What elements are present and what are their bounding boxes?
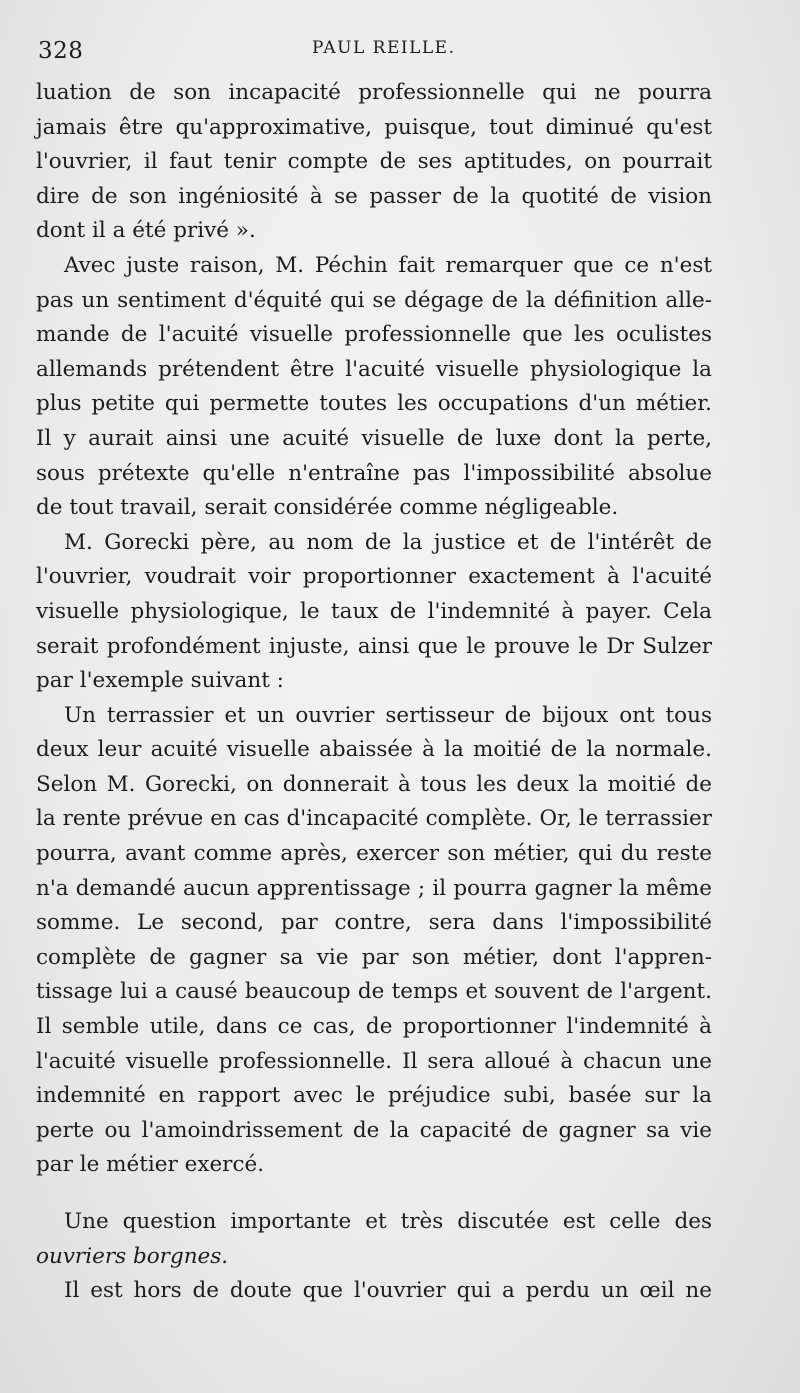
- text-line: la rente prévue en cas d'incapacité complète. Or, le terrassier: [36, 806, 712, 832]
- text-line: l'acuité visuelle professionnelle. Il sera alloué à chacun une: [36, 1048, 712, 1074]
- text-line: Un terrassier et un ouvrier sertisseur de bijoux ont tous: [64, 702, 712, 728]
- text-line: allemands prétendent être l'acuité visuelle physiologique la: [36, 356, 712, 382]
- text-line: deux leur acuité visuelle abaissée à la moitié de la normale.: [36, 737, 712, 763]
- body-text: [36, 76, 712, 1309]
- page-header: [36, 28, 712, 68]
- text-line: l'ouvrier, il faut tenir compte de ses aptitudes, on pourrait: [36, 149, 712, 175]
- text-line: pourra, avant comme après, exercer son métier, qui du reste: [36, 841, 712, 867]
- text-line: mande de l'acuité visuelle professionnelle que les oculistes: [36, 322, 712, 348]
- text-line: M. Gorecki père, au nom de la justice et de l'intérêt de: [64, 529, 712, 555]
- text-line: sous prétexte qu'elle n'entraîne pas l'impossibilité absolue: [36, 460, 712, 486]
- text-line: Une question importante et très discutée est celle des: [64, 1209, 712, 1234]
- text-line: tissage lui a causé beaucoup de temps et souvent de l'argent.: [36, 979, 712, 1005]
- book-page: [36, 28, 712, 1309]
- text-line: de tout travail, serait considérée comme négligeable.: [36, 495, 619, 521]
- text-line: Il y aurait ainsi une acuité visuelle de luxe dont la perte,: [36, 425, 712, 451]
- text-line: Il est hors de doute que l'ouvrier qui a perdu un œil ne: [64, 1278, 712, 1304]
- text-line: par l'exemple suivant :: [36, 668, 284, 694]
- page-number: 328: [38, 38, 84, 64]
- text-line: Avec juste raison, M. Péchin fait remarquer que ce n'est: [64, 252, 712, 278]
- text-line: jamais être qu'approximative, puisque, tout diminué qu'est: [36, 114, 712, 140]
- text-line: indemnité en rapport avec le préjudice subi, basée sur la: [36, 1083, 712, 1109]
- text-line: dire de son ingéniosité à se passer de la quotité de vision: [36, 183, 712, 209]
- text-line: Il semble utile, dans ce cas, de proportionner l'indemnité à: [36, 1014, 712, 1040]
- text-line: complète de gagner sa vie par son métier, dont l'appren-: [36, 944, 712, 970]
- text-line: ouvriers borgnes.: [36, 1243, 229, 1269]
- text-line: somme. Le second, par contre, sera dans l'impossibilité: [36, 910, 712, 936]
- text-line: plus petite qui permette toutes les occupations d'un métier.: [36, 391, 712, 417]
- text-line: pas un sentiment d'équité qui se dégage de la définition alle-: [36, 287, 712, 313]
- text-line: Selon M. Gorecki, on donnerait à tous les deux la moitié de: [36, 771, 712, 797]
- text-line: n'a demandé aucun apprentissage ; il pourra gagner la même: [36, 875, 712, 901]
- text-line: luation de son incapacité professionnelle qui ne pourra: [36, 80, 712, 105]
- running-title: PAUL REILLE.: [312, 38, 456, 58]
- text-line: l'ouvrier, voudrait voir proportionner exactement à l'acuité: [36, 564, 712, 590]
- text-line: par le métier exercé.: [36, 1152, 265, 1178]
- text-line: dont il a été privé ».: [36, 218, 256, 244]
- text-line: serait profondément injuste, ainsi que le prouve le Dr Sulzer: [36, 633, 712, 659]
- text-line: perte ou l'amoindrissement de la capacité de gagner sa vie: [36, 1117, 712, 1143]
- text-line: visuelle physiologique, le taux de l'indemnité à payer. Cela: [36, 598, 712, 624]
